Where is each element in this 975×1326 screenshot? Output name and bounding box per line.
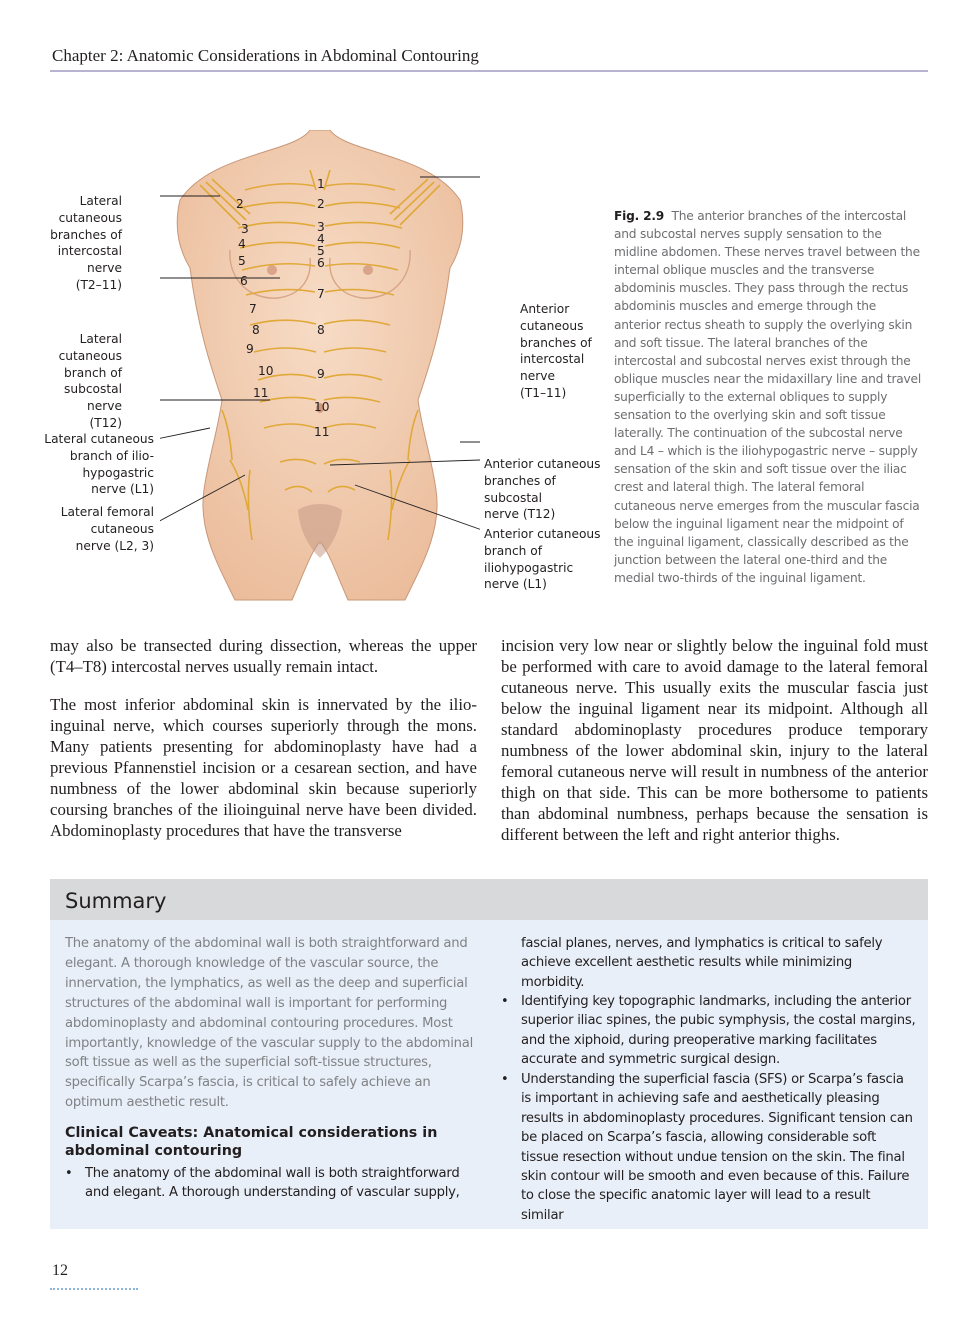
label-anterior-iliohypogastric: Anterior cutaneous branch of iliohypogastric nerve (L1) [484,527,601,592]
caption-text: The anterior branches of the intercostal and subcostal nerves supply sensation to the midline abdomen. These nerves travel between the internal oblique muscles and the transverse abdominis muscles. They pass through the rectus abdominis muscles and emerge through the anterior rectus sheath to supply the overlying skin and soft tissue. The lateral branches of the intercostal and subcostal nerves exist through the oblique muscles near the midaxillary line and travel superficially to the external obliques to supply sensation to the overlying skin and soft tissue laterally. The continuation of the subcostal nerve and L4 – which is the iliohypogastric nerve – supply sensation of the skin and soft tissue over the iliac crest and lateral thigh. The lateral femoral cutaneous nerve emerges from the muscular fascia below the inguinal ligament near the midpoint of the inguinal ligament, classically described as the junction between the lateral one-third and the medial two-thirds of the inguinal ligament. [614,209,922,585]
center-number: 4 [317,232,325,246]
center-number: 11 [314,425,330,439]
header-rule [50,70,928,72]
caption-label: Fig. 2.9 [614,209,665,223]
page-number-underline [50,1288,138,1290]
caveat-item-3: Understanding the superficial fascia (SFS) or Scarpa’s fascia is important in achieving safe and aesthetically pleasing results in abdominoplasty procedures. Significant tension can be placed on Scarpa’s fascia, allowing considerable soft tissue resection without undue tension on the skin. The final skin contour will be smooth and even because of this. Failure to close the specific anatomic layer will lead to a result similar [521,1072,913,1223]
left-number: 9 [246,342,254,356]
left-number: 3 [241,222,249,236]
center-number: 6 [317,256,325,270]
nipple-right [363,265,373,275]
label-lateral-femoral: Lateral femoral cutaneous nerve (L2, 3) [60,505,154,553]
label-anterior-subcostal: Anterior cutaneous branches of subcostal nerve (T12) [484,457,601,522]
bullet-marker: • [501,1072,509,1087]
label-lateral-subcostal: Lateral cutaneous branch of subcostal nerve (T12) [58,332,122,430]
summary-header-bar [50,879,928,920]
running-header: Chapter 2: Anatomic Considerations in Abdominal Contouring [52,46,479,65]
label-lateral-intercostal: Lateral cutaneous branches of intercostal nerve (T2–11) [50,194,122,292]
body-right-column [501,635,928,862]
label-lateral-iliohypogastric: Lateral cutaneous branch of ilio- hypogastric nerve (L1) [44,432,154,497]
summary-title: Summary [65,889,167,913]
center-number: 8 [317,323,325,337]
left-number: 10 [258,364,274,378]
nipple-left [267,265,277,275]
clinical-caveats-heading: Clinical Caveats: Anatomical considerations in abdominal contouring [65,1125,438,1159]
center-number: 10 [314,400,330,414]
center-number: 7 [317,287,325,301]
label-anterior-intercostal: Anterior cutaneous branches of intercostal nerve (T1–11) [520,302,592,400]
bullet-marker: • [501,994,509,1009]
left-number: 6 [240,274,248,288]
left-number: 7 [249,302,257,316]
body-paragraph: The most inferior abdominal skin is innervated by the ilio-inguinal nerve, which courses superiorly through the mons. Many patients presenting for abdominoplasty have had a previous Pfannenstiel incision or a cesarean section, and have numbness of the lower abdominal skin because superiorly coursing branches of the ilioinguinal nerve have been divided. Abdominoplasty procedures that have the transverse [50,695,477,840]
summary-paragraph: The anatomy of the abdominal wall is both straightforward and elegant. A thorough knowledge of the vascular source, the innervation, the lymphatics, as well as the deep and superficial structures of the abdominal wall is important for performing abdominoplasty and abdominal contouring procedures. Most importantly, knowledge of the vascular supply to the abdominal soft tissue as well as the superficial soft-tissue structures, specifically Scarpa’s fascia, is critical to safely achieve an optimum aesthetic result. [65,936,474,1111]
left-number: 2 [236,197,244,211]
body-left-column [50,635,477,858]
page-number: 12 [52,1262,68,1279]
center-number: 5 [317,244,325,258]
caveat-item-1-continued: fascial planes, nerves, and lymphatics is critical to safely achieve excellent aesthetic results while minimizing morbidity. [521,936,883,990]
center-number: 9 [317,367,325,381]
body-paragraph: may also be transected during dissection, whereas the upper (T4–T8) intercostal nerves usually remain intact. [50,636,477,676]
bullet-marker: • [65,1166,73,1181]
left-number: 5 [238,254,246,268]
caveat-item-1: The anatomy of the abdominal wall is both straightforward and elegant. A thorough understanding of vascular supply, [85,1166,460,1201]
left-number: 11 [253,386,269,400]
caveat-item-2: Identifying key topographic landmarks, including the anterior superior iliac spines, the pubic symphysis, the costal margins, and the xiphoid, during preoperative marking facilitates accurate and symmetric surgical design. [521,994,916,1068]
center-number: 3 [317,220,325,234]
left-number: 4 [238,237,246,251]
center-number: 1 [317,177,325,191]
figure-caption [614,207,926,587]
left-number: 8 [252,323,260,337]
center-number: 2 [317,197,325,211]
body-paragraph: incision very low near or slightly below the inguinal fold must be performed with care to avoid damage to the lateral femoral cutaneous nerve. This usually exits the muscular fascia just below the inguinal ligament near its midpoint. Although all standard abdominoplasty procedures produce temporary numbness of the lower abdominal skin, injury to the lateral femoral cutaneous nerve will result in numbness of the anterior thigh on that side. This can be more bothersome to patients than abdominal numbness, perhaps because the sensation is different between the left and right anterior thighs. [501,636,928,844]
